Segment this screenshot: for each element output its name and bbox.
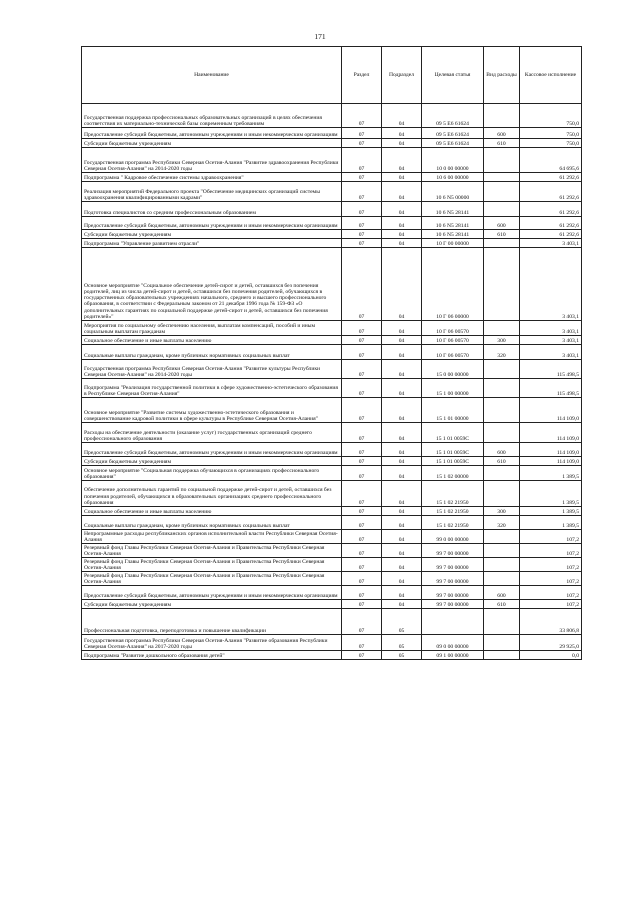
- table-body: [82, 104, 582, 660]
- cell-cash-execution: 33 806,8: [520, 609, 582, 635]
- cell-expense-type: [484, 466, 520, 481]
- cell-name: Субсидии бюджетным учреждениям: [82, 139, 342, 148]
- cell-expense-type: [484, 148, 520, 173]
- cell-subsection: 05: [382, 635, 422, 651]
- cell-subsection: 04: [382, 516, 422, 530]
- cell-cash-execution: 115 498,5: [520, 360, 582, 379]
- cell-name: Подпрограмма "Развитие дошкольного образования детей": [82, 651, 342, 660]
- cell-subsection: 04: [382, 230, 422, 239]
- cell-cash-execution: 750,0: [520, 128, 582, 139]
- cell-subsection: 04: [382, 423, 422, 443]
- cell-target-article: 09 1 00 00000: [422, 651, 484, 660]
- cell-expense-type: 320: [484, 516, 520, 530]
- cell-expense-type: [484, 423, 520, 443]
- cell-section: 07: [342, 558, 382, 572]
- cell-expense-type: [484, 481, 520, 507]
- cell-cash-execution: 114 109,0: [520, 423, 582, 443]
- cell-expense-type: [484, 558, 520, 572]
- table-row: [82, 217, 582, 230]
- cell-target-article: 10 6 N5 00000: [422, 182, 484, 202]
- table-row: [82, 600, 582, 609]
- cell-expense-type: [484, 239, 520, 248]
- cell-cash-execution: 107,2: [520, 600, 582, 609]
- cell-expense-type: 300: [484, 336, 520, 345]
- table-row: [82, 139, 582, 148]
- cell-target-article: 09 5 E6 61624: [422, 128, 484, 139]
- cell-subsection: 04: [382, 481, 422, 507]
- cell-subsection: 05: [382, 609, 422, 635]
- cell-expense-type: 610: [484, 230, 520, 239]
- cell-subsection: 04: [382, 530, 422, 544]
- cell-target-article: 10 6 00 00000: [422, 173, 484, 182]
- cell-expense-type: [484, 173, 520, 182]
- cell-subsection: 04: [382, 128, 422, 139]
- cell-name: Социальные выплаты гражданам, кроме публичных нормативных социальных выплат: [82, 345, 342, 360]
- cell-cash-execution: 61 292,6: [520, 173, 582, 182]
- cell-name: Субсидии бюджетным учреждениям: [82, 457, 342, 466]
- cell-name: Социальное обеспечение и иные выплаты населению: [82, 507, 342, 516]
- cell-section: 07: [342, 544, 382, 558]
- cell-section: 07: [342, 104, 382, 128]
- cell-expense-type: 600: [484, 128, 520, 139]
- cell-name: Субсидии бюджетным учреждениям: [82, 600, 342, 609]
- cell-target-article: 09 5 E6 61624: [422, 139, 484, 148]
- cell-subsection: 04: [382, 507, 422, 516]
- cell-expense-type: [484, 182, 520, 202]
- table-row: [82, 586, 582, 600]
- cell-expense-type: [484, 379, 520, 398]
- cell-section: 07: [342, 239, 382, 248]
- cell-expense-type: 610: [484, 600, 520, 609]
- cell-section: 07: [342, 635, 382, 651]
- cell-name: Государственная поддержка профессиональных образовательных организаций в целях обеспечения соответствия их материально-технической базы современным требованиям: [82, 104, 342, 128]
- cell-target-article: 10 6 N5 28141: [422, 217, 484, 230]
- cell-section: 07: [342, 457, 382, 466]
- table-row: [82, 239, 582, 248]
- cell-subsection: 04: [382, 600, 422, 609]
- cell-subsection: 04: [382, 173, 422, 182]
- cell-cash-execution: 61 292,6: [520, 230, 582, 239]
- cell-subsection: 04: [382, 202, 422, 217]
- header-expense-type: Вид расходы: [484, 47, 520, 104]
- cell-name: Непрограммные расходы республиканских органов исполнительной власти Республики Северная Осетия-Алания: [82, 530, 342, 544]
- cell-subsection: 05: [382, 651, 422, 660]
- cell-section: 07: [342, 466, 382, 481]
- cell-target-article: 99 7 00 00000: [422, 600, 484, 609]
- cell-expense-type: [484, 360, 520, 379]
- cell-cash-execution: 1 389,5: [520, 507, 582, 516]
- table-row: [82, 360, 582, 379]
- cell-cash-execution: 3 403,1: [520, 239, 582, 248]
- cell-target-article: 15 1 01 0059С: [422, 423, 484, 443]
- table-row: [82, 516, 582, 530]
- cell-name: Основное мероприятие "Развитие системы художественно-эстетического образования и совершенствование кадровой политики в сфере культуры в Республике Северная Осетия-Алания": [82, 398, 342, 423]
- cell-name: Подпрограмма "Реализация государственной политики в сфере художественно-эстетического образования в Республике Северная Осетия-Алания": [82, 379, 342, 398]
- cell-section: 07: [342, 202, 382, 217]
- cell-target-article: [422, 609, 484, 635]
- table-row: [82, 507, 582, 516]
- cell-expense-type: [484, 544, 520, 558]
- cell-section: 07: [342, 481, 382, 507]
- cell-target-article: 99 7 00 00000: [422, 544, 484, 558]
- cell-target-article: 15 1 01 0059С: [422, 443, 484, 457]
- cell-target-article: 10 6 N5 28141: [422, 202, 484, 217]
- cell-cash-execution: 3 403,1: [520, 321, 582, 336]
- table-row: [82, 336, 582, 345]
- header-name: Наименование: [82, 47, 342, 104]
- cell-cash-execution: 107,2: [520, 572, 582, 586]
- cell-expense-type: [484, 321, 520, 336]
- cell-subsection: 04: [382, 457, 422, 466]
- cell-cash-execution: 1 389,5: [520, 481, 582, 507]
- cell-target-article: 15 1 02 21950: [422, 516, 484, 530]
- cell-target-article: 15 1 01 0059С: [422, 457, 484, 466]
- cell-subsection: 04: [382, 466, 422, 481]
- cell-expense-type: [484, 202, 520, 217]
- table-row: [82, 104, 582, 128]
- cell-cash-execution: 107,2: [520, 544, 582, 558]
- cell-name: Основное мероприятие "Социальная поддержка обучающихся в организациях профессионального образования": [82, 466, 342, 481]
- cell-cash-execution: 64 695,6: [520, 148, 582, 173]
- cell-target-article: 15 1 02 00000: [422, 466, 484, 481]
- table-row: [82, 248, 582, 321]
- cell-cash-execution: 0,0: [520, 651, 582, 660]
- cell-expense-type: [484, 635, 520, 651]
- cell-name: Подпрограмма " Кадровое обеспечение системы здравоохранения": [82, 173, 342, 182]
- header-subsection: Подраздел: [382, 47, 422, 104]
- cell-section: 07: [342, 173, 382, 182]
- cell-target-article: 99 7 00 00000: [422, 572, 484, 586]
- cell-subsection: 04: [382, 139, 422, 148]
- cell-section: 07: [342, 148, 382, 173]
- table-row: [82, 651, 582, 660]
- cell-name: Предоставление субсидий бюджетным, автономным учреждениям и иным некоммерческим организациям: [82, 443, 342, 457]
- cell-name: Резервный фонд Главы Республики Северная Осетия-Алания и Правительства Республики Северная Осетия-Алания: [82, 572, 342, 586]
- table-row: [82, 173, 582, 182]
- table-row: [82, 530, 582, 544]
- header-target-article: Целевая статья: [422, 47, 484, 104]
- cell-cash-execution: 61 292,6: [520, 217, 582, 230]
- cell-expense-type: [484, 651, 520, 660]
- cell-target-article: 15 1 02 21950: [422, 481, 484, 507]
- cell-name: Подготовка специалистов со средним профессиональным образованием: [82, 202, 342, 217]
- table-header-row: [82, 47, 582, 104]
- table-row: [82, 466, 582, 481]
- cell-subsection: 04: [382, 336, 422, 345]
- table-row: [82, 443, 582, 457]
- cell-target-article: 10 6 N5 28141: [422, 230, 484, 239]
- cell-section: 07: [342, 586, 382, 600]
- cell-cash-execution: 3 403,1: [520, 345, 582, 360]
- cell-name: Предоставление субсидий бюджетным, автономным учреждениям и иным некоммерческим организациям: [82, 128, 342, 139]
- table-row: [82, 230, 582, 239]
- cell-target-article: 10 0 00 00000: [422, 148, 484, 173]
- cell-cash-execution: 750,0: [520, 104, 582, 128]
- cell-target-article: 99 0 00 00000: [422, 530, 484, 544]
- cell-subsection: 04: [382, 345, 422, 360]
- cell-section: 07: [342, 379, 382, 398]
- cell-name: Профессиональная подготовка, переподготовка и повышение квалификации: [82, 609, 342, 635]
- cell-cash-execution: 750,0: [520, 139, 582, 148]
- table-row: [82, 202, 582, 217]
- table-row: [82, 481, 582, 507]
- cell-cash-execution: 107,2: [520, 586, 582, 600]
- cell-target-article: 15 1 00 00000: [422, 379, 484, 398]
- cell-target-article: 99 7 00 00000: [422, 586, 484, 600]
- cell-section: 07: [342, 423, 382, 443]
- cell-subsection: 04: [382, 217, 422, 230]
- table-row: [82, 345, 582, 360]
- cell-name: Государственная программа Республики Северная Осетия-Алания "Развитие культуры Республики Северная Осетия-Алания" на 2014-2020 годы: [82, 360, 342, 379]
- cell-name: Основное мероприятие "Социальное обеспечение детей-сирот и детей, оставшихся без попечения родителей, лиц из числа детей-сирот и детей, оставшихся без попечения родителей, обучающихся в государственных образовательных учреждениях начального, среднего и высшего профессионального образования, в соответствии с Федеральным законом от 21 декабря 1996 года № 159-ФЗ «О дополнительных гарантиях по социальной поддержке детей-сирот и детей, оставшихся без попечения родителей»": [82, 248, 342, 321]
- cell-cash-execution: 114 109,0: [520, 457, 582, 466]
- cell-expense-type: 610: [484, 457, 520, 466]
- cell-cash-execution: 3 403,1: [520, 336, 582, 345]
- cell-subsection: 04: [382, 239, 422, 248]
- cell-cash-execution: 1 389,5: [520, 466, 582, 481]
- cell-target-article: 15 1 02 21950: [422, 507, 484, 516]
- cell-section: 07: [342, 230, 382, 239]
- cell-cash-execution: 115 498,5: [520, 379, 582, 398]
- cell-cash-execution: 29 925,0: [520, 635, 582, 651]
- cell-expense-type: 610: [484, 139, 520, 148]
- cell-name: Государственная программа Республики Северная Осетия-Алания "Развитие образования Республики Северная Осетия-Алания" на 2017-2020 годы: [82, 635, 342, 651]
- cell-expense-type: 300: [484, 507, 520, 516]
- cell-subsection: 04: [382, 558, 422, 572]
- cell-subsection: 04: [382, 586, 422, 600]
- cell-target-article: 10 Г 00 00000: [422, 239, 484, 248]
- cell-expense-type: [484, 104, 520, 128]
- cell-section: 07: [342, 248, 382, 321]
- table-row: [82, 182, 582, 202]
- cell-expense-type: [484, 609, 520, 635]
- cell-section: 07: [342, 139, 382, 148]
- header-cash-execution: Кассовое исполнение: [520, 47, 582, 104]
- cell-target-article: 09 5 E6 61624: [422, 104, 484, 128]
- cell-expense-type: [484, 530, 520, 544]
- cell-expense-type: [484, 572, 520, 586]
- cell-subsection: 04: [382, 248, 422, 321]
- cell-section: 07: [342, 572, 382, 586]
- cell-section: 07: [342, 443, 382, 457]
- cell-subsection: 04: [382, 379, 422, 398]
- cell-target-article: 99 7 00 00000: [422, 558, 484, 572]
- cell-expense-type: [484, 398, 520, 423]
- cell-section: 07: [342, 609, 382, 635]
- cell-cash-execution: 107,2: [520, 530, 582, 544]
- cell-section: 07: [342, 336, 382, 345]
- cell-section: 07: [342, 345, 382, 360]
- budget-execution-table: [81, 46, 582, 660]
- table-row: [82, 128, 582, 139]
- cell-name: Предоставление субсидий бюджетным, автономным учреждениям и иным некоммерческим организациям: [82, 217, 342, 230]
- cell-name: Субсидии бюджетным учреждениям: [82, 230, 342, 239]
- cell-cash-execution: 114 109,0: [520, 398, 582, 423]
- cell-section: 07: [342, 321, 382, 336]
- table-row: [82, 148, 582, 173]
- cell-cash-execution: 114 109,0: [520, 443, 582, 457]
- cell-target-article: 15 1 01 00000: [422, 398, 484, 423]
- table-row: [82, 635, 582, 651]
- cell-cash-execution: 107,2: [520, 558, 582, 572]
- table-row: [82, 423, 582, 443]
- cell-expense-type: 600: [484, 217, 520, 230]
- cell-target-article: 09 0 00 00000: [422, 635, 484, 651]
- cell-target-article: 10 Г 06 00570: [422, 321, 484, 336]
- cell-cash-execution: 61 292,6: [520, 202, 582, 217]
- cell-subsection: 04: [382, 544, 422, 558]
- cell-name: Подпрограмма "Управление развитием отрасли": [82, 239, 342, 248]
- cell-cash-execution: 1 389,5: [520, 516, 582, 530]
- cell-subsection: 04: [382, 572, 422, 586]
- cell-name: Обеспечение дополнительных гарантий по социальной поддержке детей-сирот и детей, оставшихся без попечения родителей, обучающихся в образовательных организациях среднего профессионального образования: [82, 481, 342, 507]
- cell-subsection: 04: [382, 104, 422, 128]
- cell-name: Резервный фонд Главы Республики Северная Осетия-Алания и Правительства Республики Северная Осетия-Алания: [82, 558, 342, 572]
- cell-expense-type: 320: [484, 345, 520, 360]
- table-row: [82, 572, 582, 586]
- cell-section: 07: [342, 398, 382, 423]
- cell-section: 07: [342, 651, 382, 660]
- cell-subsection: 04: [382, 398, 422, 423]
- cell-expense-type: [484, 248, 520, 321]
- cell-name: Социальное обеспечение и иные выплаты населению: [82, 336, 342, 345]
- cell-subsection: 04: [382, 148, 422, 173]
- table-row: [82, 379, 582, 398]
- table-row: [82, 544, 582, 558]
- cell-target-article: 10 Г 06 00570: [422, 336, 484, 345]
- cell-section: 07: [342, 128, 382, 139]
- table-row: [82, 398, 582, 423]
- cell-section: 07: [342, 600, 382, 609]
- cell-expense-type: 600: [484, 586, 520, 600]
- cell-subsection: 04: [382, 443, 422, 457]
- cell-section: 07: [342, 530, 382, 544]
- cell-section: 07: [342, 516, 382, 530]
- cell-cash-execution: 61 292,6: [520, 182, 582, 202]
- cell-cash-execution: 3 403,1: [520, 248, 582, 321]
- cell-name: Реализация мероприятий Федерального проекта "Обеспечение медицинских организаций системы здравоохранения квалифицированными кадрами": [82, 182, 342, 202]
- cell-subsection: 04: [382, 360, 422, 379]
- cell-subsection: 04: [382, 321, 422, 336]
- page-number: 171: [314, 32, 326, 41]
- table-row: [82, 457, 582, 466]
- cell-target-article: 10 Г 06 00570: [422, 345, 484, 360]
- cell-subsection: 04: [382, 182, 422, 202]
- cell-target-article: 15 0 00 00000: [422, 360, 484, 379]
- table-row: [82, 558, 582, 572]
- cell-target-article: 10 Г 06 00000: [422, 248, 484, 321]
- cell-name: Резервный фонд Главы Республики Северная Осетия-Алания и Правительства Республики Северная Осетия-Алания: [82, 544, 342, 558]
- cell-name: Мероприятия по социальному обеспечению населения, выплатам компенсаций, пособий и иным социальным выплатам гражданам: [82, 321, 342, 336]
- cell-section: 07: [342, 360, 382, 379]
- cell-section: 07: [342, 507, 382, 516]
- cell-section: 07: [342, 217, 382, 230]
- cell-expense-type: 600: [484, 443, 520, 457]
- cell-name: Предоставление субсидий бюджетным, автономным учреждениям и иным некоммерческим организациям: [82, 586, 342, 600]
- cell-name: Социальные выплаты гражданам, кроме публичных нормативных социальных выплат: [82, 516, 342, 530]
- header-section: Раздел: [342, 47, 382, 104]
- table-row: [82, 321, 582, 336]
- cell-section: 07: [342, 182, 382, 202]
- cell-name: Расходы на обеспечение деятельности (оказание услуг) государственных организаций среднего профессионального образования: [82, 423, 342, 443]
- cell-name: Государственная программа Республики Северная Осетия-Алания "Развитие здравоохранения Республики Северная Осетия-Алания" на 2014-2020 годы: [82, 148, 342, 173]
- table-row: [82, 609, 582, 635]
